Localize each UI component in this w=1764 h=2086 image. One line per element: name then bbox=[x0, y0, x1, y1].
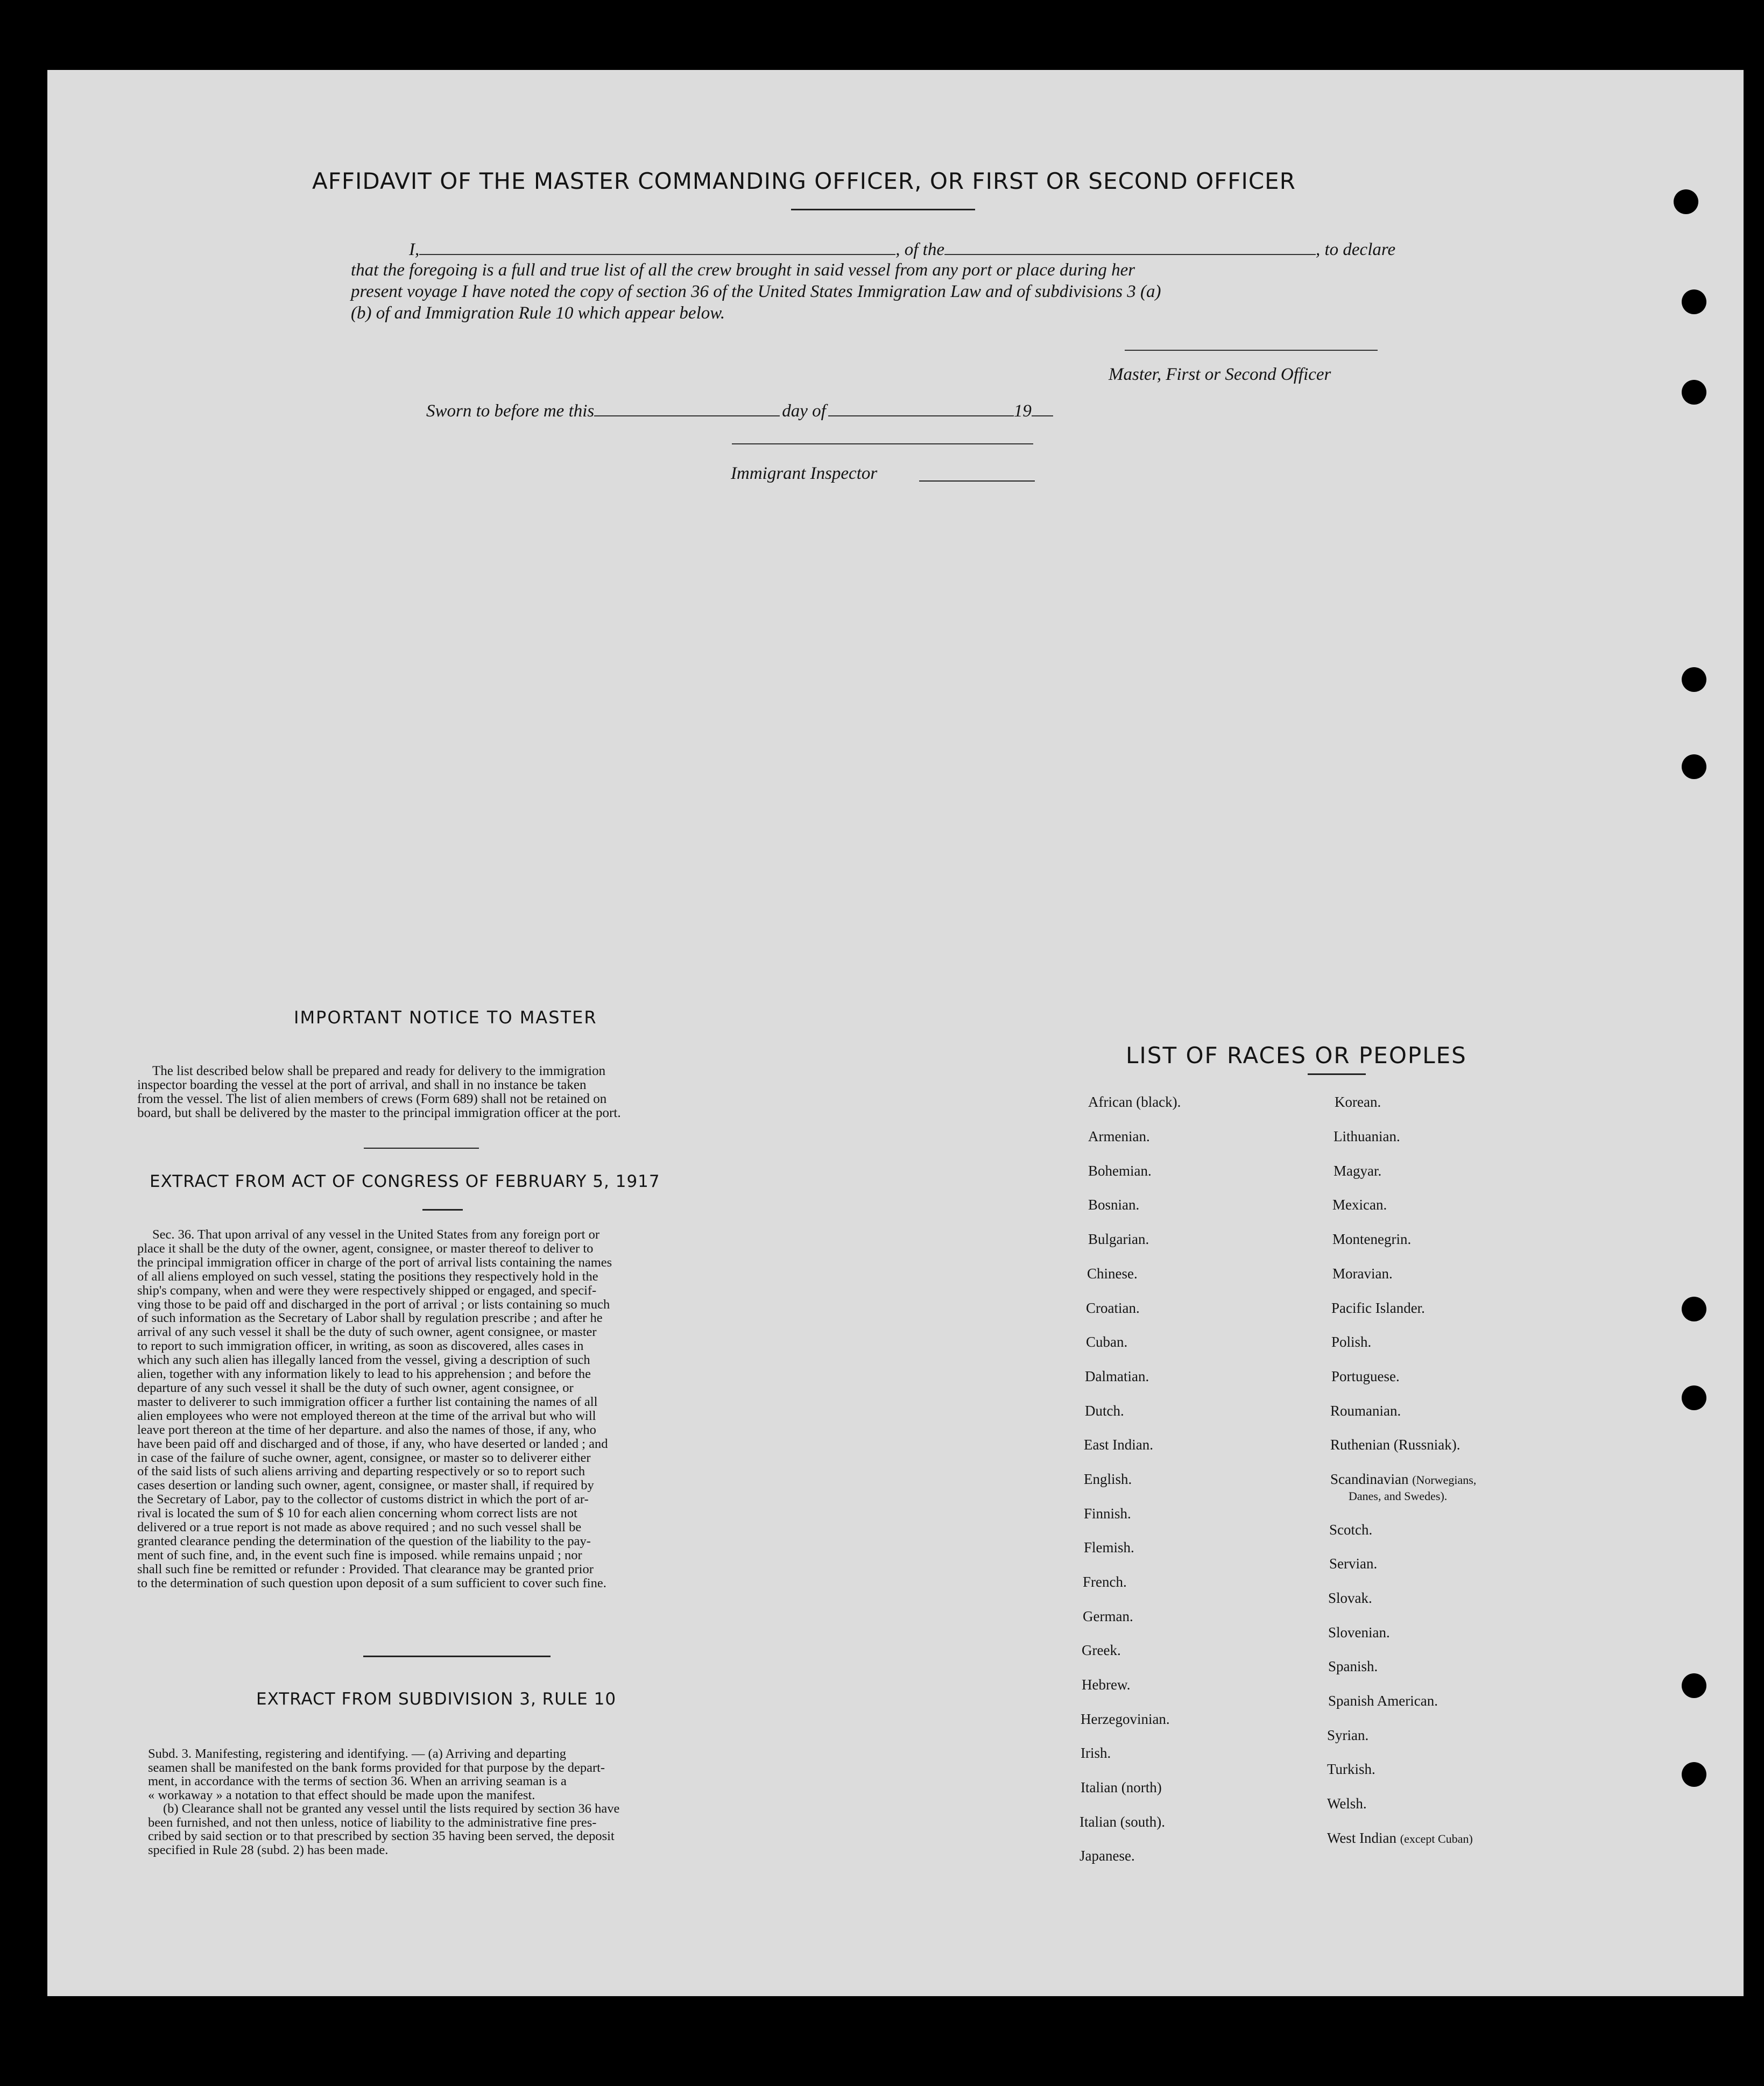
vessel-field[interactable] bbox=[944, 238, 1316, 255]
signature-field[interactable] bbox=[1125, 334, 1378, 351]
binder-hole bbox=[1682, 754, 1706, 779]
race-item: Spanish American. bbox=[1328, 1693, 1438, 1709]
race-item: English. bbox=[1084, 1471, 1132, 1487]
race-item: Lithuanian. bbox=[1333, 1128, 1400, 1144]
divider bbox=[422, 1209, 463, 1211]
act-line: of all aliens employed on such vessel, stating the positions they respectively hold in the bbox=[137, 1269, 598, 1284]
binder-hole bbox=[1682, 667, 1706, 692]
race-item: Cuban. bbox=[1086, 1334, 1128, 1350]
race-item bbox=[1330, 1471, 1476, 1488]
race-item bbox=[1327, 1830, 1473, 1847]
affidavit-i: I, bbox=[409, 240, 420, 259]
act-line: ving those to be paid off and discharged in the port of arrival ; or lists containing so much bbox=[137, 1297, 610, 1312]
act-line: have been paid off and discharged and of those, if any, who have deserted or landed ; and bbox=[137, 1436, 608, 1451]
notice-line: board, but shall be delivered by the master to the principal immigration officer at the port. bbox=[137, 1106, 621, 1120]
act-line: arrival of any such vessel it shall be the duty of such owner, agent consignee, or master bbox=[137, 1325, 597, 1340]
notice-line: inspector boarding the vessel at the port of arrival, and shall in no instance be taken bbox=[137, 1078, 587, 1092]
act-line: leave port thereon at the time of her departure. and also the names of those, if any, who bbox=[137, 1422, 596, 1437]
race-label: West Indian bbox=[1327, 1830, 1397, 1846]
race-item: Greek. bbox=[1082, 1642, 1121, 1658]
act-line: to report to such immigration officer, in writing, as soon as discovered, alles cases in bbox=[137, 1339, 584, 1354]
race-item: German. bbox=[1083, 1608, 1133, 1624]
inspector-signature-field[interactable] bbox=[732, 427, 1033, 444]
race-item: Hebrew. bbox=[1082, 1677, 1131, 1693]
act-line: place it shall be the duty of the owner, agent, consignee, or master thereof to deliver to bbox=[137, 1241, 594, 1256]
act-line: the Secretary of Labor, pay to the collector of customs district in which the port of ar- bbox=[137, 1492, 589, 1507]
act-line: the principal immigration officer in charge of the port of arrival lists containing the names bbox=[137, 1255, 612, 1270]
notice-line: The list described below shall be prepared and ready for delivery to the immigration bbox=[152, 1064, 606, 1078]
signature-label: Master, First or Second Officer bbox=[1109, 365, 1331, 384]
race-item: Irish. bbox=[1081, 1745, 1111, 1761]
race-item: Pacific Islander. bbox=[1331, 1300, 1425, 1316]
act-line: shall such fine be remitted or refunder : Provided. That clearance may be granted prior bbox=[137, 1561, 594, 1576]
race-item: African (black). bbox=[1088, 1094, 1181, 1110]
race-item: Portuguese. bbox=[1331, 1368, 1400, 1384]
rule-line: ment, in accordance with the terms of section 36. When an arriving seaman is a bbox=[148, 1774, 567, 1788]
inspector-label: Immigrant Inspector bbox=[731, 464, 878, 483]
race-item: Turkish. bbox=[1327, 1761, 1375, 1777]
sworn-year: 19 bbox=[1013, 401, 1032, 421]
race-item: Mexican. bbox=[1332, 1197, 1387, 1213]
race-item: Italian (south). bbox=[1079, 1814, 1165, 1830]
sworn-month-field[interactable] bbox=[828, 399, 1014, 416]
binder-hole bbox=[1682, 289, 1706, 314]
race-item: Servian. bbox=[1329, 1555, 1378, 1572]
race-note-line bbox=[1349, 1487, 1447, 1504]
race-item: Croatian. bbox=[1086, 1300, 1140, 1316]
notice-heading: IMPORTANT NOTICE TO MASTER bbox=[294, 1007, 597, 1028]
race-item: Chinese. bbox=[1087, 1265, 1138, 1282]
act-line: granted clearance pending the determination of the question of the liability to the pay- bbox=[137, 1533, 591, 1548]
inspector-rule bbox=[919, 480, 1035, 482]
race-note: Danes, and Swedes). bbox=[1349, 1489, 1448, 1503]
affidavit-to-declare: , to declare bbox=[1315, 240, 1396, 259]
binder-hole bbox=[1682, 1673, 1706, 1698]
rule-line: Subd. 3. Manifesting, registering and identifying. — (a) Arriving and departing bbox=[148, 1746, 567, 1761]
race-item: Bosnian. bbox=[1088, 1197, 1140, 1213]
extract-rule-heading: EXTRACT FROM SUBDIVISION 3, RULE 10 bbox=[256, 1689, 617, 1709]
affidavit-line-1 bbox=[409, 238, 1395, 260]
race-item: Slovak. bbox=[1328, 1590, 1372, 1606]
sworn-day-field[interactable] bbox=[594, 399, 780, 416]
act-line: to the determination of such question upon deposit of a sum sufficient to cover such fine. bbox=[137, 1575, 606, 1590]
sworn-line bbox=[426, 399, 1053, 422]
race-item: Armenian. bbox=[1088, 1128, 1150, 1144]
race-item: Flemish. bbox=[1084, 1539, 1134, 1555]
race-item: Bulgarian. bbox=[1088, 1231, 1149, 1247]
rule-line: specified in Rule 28 (subd. 2) has been made. bbox=[148, 1842, 389, 1857]
affidavit-line-3: present voyage I have noted the copy of section 36 of the United States Immigration Law and of subdivisions 3 (a) bbox=[351, 282, 1161, 301]
rule-line: been furnished, and not then unless, notice of liability to the administrative fine pres- bbox=[148, 1815, 597, 1830]
race-item: Dutch. bbox=[1085, 1403, 1124, 1419]
notice-line: from the vessel. The list of alien members of crews (Form 689) shall not be retained on bbox=[137, 1092, 607, 1106]
binder-hole bbox=[1682, 1297, 1706, 1321]
divider bbox=[364, 1148, 479, 1149]
affidavit-title: AFFIDAVIT OF THE MASTER COMMANDING OFFICER, OR FIRST OR SECOND OFFICER bbox=[312, 168, 1296, 194]
race-item: Syrian. bbox=[1327, 1727, 1369, 1743]
race-item: Moravian. bbox=[1332, 1265, 1393, 1282]
rule-line: seamen shall be manifested on the bank forms provided for that purpose by the depart- bbox=[148, 1760, 605, 1775]
sworn-day-of: day of bbox=[782, 401, 826, 421]
act-line: alien, together with any information likely to lead to his apprehension ; and before the bbox=[137, 1367, 591, 1382]
act-line: which any such alien has illegally lanced from the vessel, giving a description of such bbox=[137, 1353, 590, 1368]
rule-line: cribed by said section or to that prescribed by section 35 having been served, the deposit bbox=[148, 1829, 615, 1843]
binder-hole bbox=[1682, 380, 1706, 405]
extract-act-heading: EXTRACT FROM ACT OF CONGRESS OF FEBRUARY 5, 1917 bbox=[150, 1172, 660, 1191]
extract-act-text bbox=[137, 1228, 783, 1590]
affidavit-line-4: (b) of and Immigration Rule 10 which appear below. bbox=[351, 303, 725, 323]
race-item: Roumanian. bbox=[1330, 1403, 1401, 1419]
race-item: Magyar. bbox=[1333, 1163, 1382, 1179]
affidavit-line-2: that the foregoing is a full and true list of all the crew brought in said vessel from any port or place during her bbox=[351, 260, 1135, 280]
sworn-prefix: Sworn to before me this bbox=[426, 401, 595, 421]
races-heading: LIST OF RACES OR PEOPLES bbox=[1126, 1042, 1467, 1069]
race-item: Ruthenian (Russniak). bbox=[1330, 1437, 1460, 1453]
act-line: departure of any such vessel it shall be the duty of such owner, agent consignee, or bbox=[137, 1380, 574, 1395]
extract-rule-text bbox=[148, 1747, 778, 1857]
race-item: Finnish. bbox=[1084, 1505, 1131, 1522]
race-item: Welsh. bbox=[1327, 1795, 1367, 1812]
act-line: ship's company, when and were they were respectively shipped or engaged, and specif- bbox=[137, 1283, 597, 1298]
notice-text bbox=[137, 1064, 783, 1120]
binder-hole bbox=[1682, 1762, 1706, 1787]
race-item: Montenegrin. bbox=[1332, 1231, 1412, 1247]
race-item: Herzegovinian. bbox=[1081, 1711, 1170, 1727]
race-note: (except Cuban) bbox=[1400, 1832, 1473, 1845]
act-line: rival is located the sum of $ 10 for each alien concerning whom correct lists are not bbox=[137, 1506, 577, 1521]
affidavit-of-the: , of the bbox=[895, 240, 944, 259]
sworn-year-field[interactable] bbox=[1032, 399, 1053, 416]
divider bbox=[363, 1656, 551, 1657]
title-rule bbox=[791, 209, 975, 210]
race-item: Bohemian. bbox=[1088, 1163, 1152, 1179]
act-line: in case of the failure of suche owner, agent, consignee, or master so to deliverer either bbox=[137, 1450, 591, 1465]
act-line: alien employees who were not employed thereon at the time of the arrival but who will bbox=[137, 1408, 596, 1423]
race-item: Spanish. bbox=[1328, 1658, 1378, 1674]
act-line: ment of such fine, and, in the event such fine is imposed. while remains unpaid ; nor bbox=[137, 1547, 582, 1562]
rule-line: (b) Clearance shall not be granted any vessel until the lists required by section 36 have bbox=[163, 1801, 620, 1816]
binder-hole bbox=[1674, 189, 1698, 214]
race-item: French. bbox=[1083, 1574, 1127, 1590]
race-item: Slovenian. bbox=[1328, 1624, 1390, 1640]
act-line: of such information as the Secretary of Labor shall by regulation prescribe ; and after he bbox=[137, 1311, 603, 1326]
race-item: Scotch. bbox=[1329, 1522, 1373, 1538]
race-note: (Norwegians, bbox=[1412, 1473, 1477, 1487]
race-label: Scandinavian bbox=[1330, 1471, 1409, 1487]
divider bbox=[1308, 1073, 1366, 1075]
name-field[interactable] bbox=[419, 238, 895, 255]
act-line: of the said lists of such aliens arriving and departing respectively or so to report such bbox=[137, 1464, 585, 1479]
act-line: Sec. 36. That upon arrival of any vessel in the United States from any foreign port or bbox=[152, 1227, 599, 1242]
act-line: delivered or a true report is not made as above required ; and no such vessel shall be bbox=[137, 1520, 582, 1535]
binder-hole bbox=[1682, 1385, 1706, 1410]
rule-line: « workaway » a notation to that effect should be made upon the manifest. bbox=[148, 1787, 535, 1802]
act-line: master to deliverer to such immigration officer a further list containing the names of all bbox=[137, 1394, 598, 1409]
race-item: Dalmatian. bbox=[1085, 1368, 1149, 1384]
race-item: Japanese. bbox=[1079, 1848, 1135, 1864]
race-item: East Indian. bbox=[1084, 1437, 1153, 1453]
race-item: Korean. bbox=[1335, 1094, 1381, 1110]
act-line: cases desertion or landing such owner, agent, consignee, or master shall, if required by bbox=[137, 1478, 594, 1493]
race-item: Polish. bbox=[1331, 1334, 1372, 1350]
race-item: Italian (north) bbox=[1081, 1779, 1162, 1795]
